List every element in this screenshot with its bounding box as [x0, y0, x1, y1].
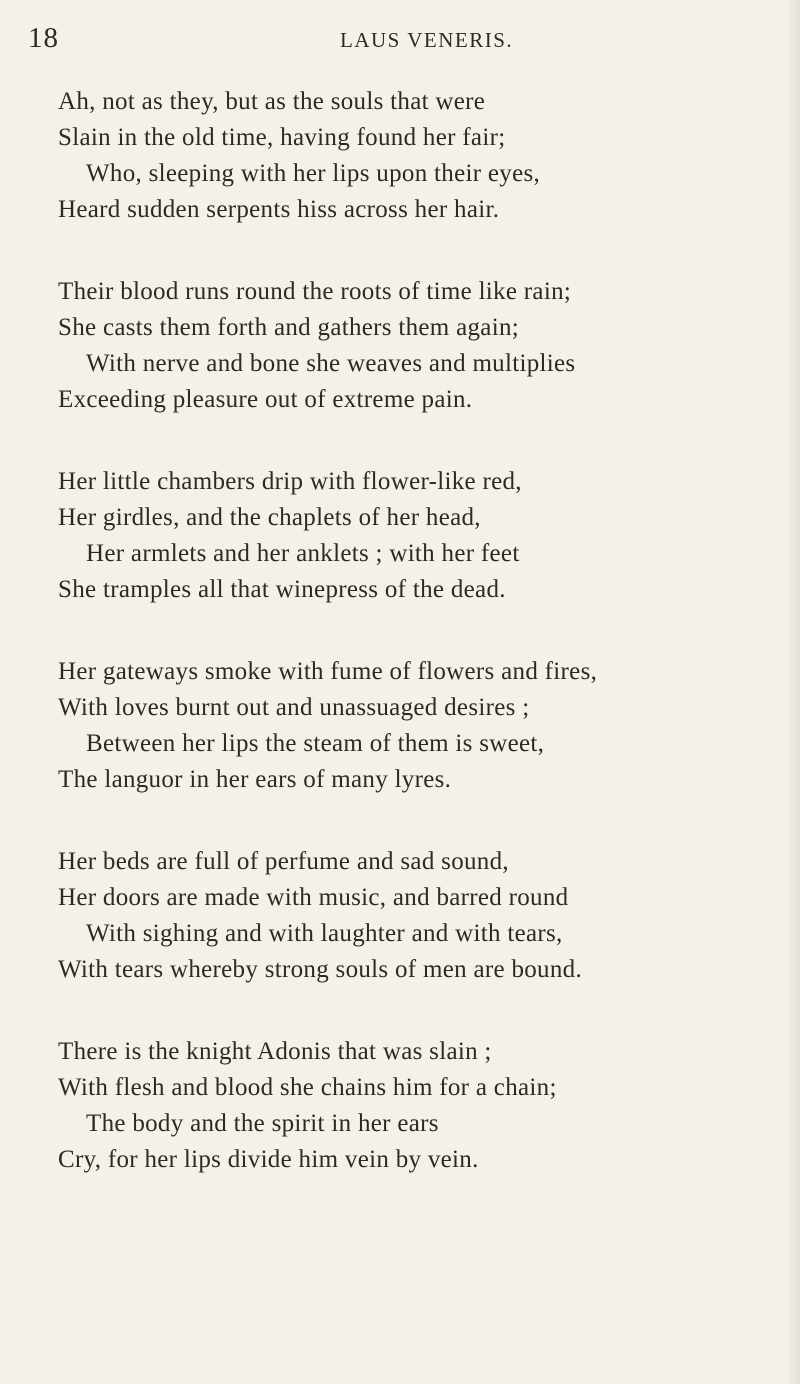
poem-line: Her armlets and her anklets ; with her feet [86, 540, 520, 567]
poem-line: Heard sudden serpents hiss across her hair. [58, 196, 500, 223]
poem-line: Who, sleeping with her lips upon their eyes, [86, 160, 541, 187]
poem-line: With nerve and bone she weaves and multiplies [86, 350, 576, 377]
page-edge [790, 0, 800, 1384]
poem-line: Cry, for her lips divide him vein by vein. [58, 1146, 479, 1173]
poem-line: Between her lips the steam of them is sweet, [86, 730, 545, 757]
poem-line: The languor in her ears of many lyres. [58, 766, 452, 793]
stanza [58, 844, 788, 988]
poem-body [58, 84, 788, 1224]
stanza [58, 464, 788, 608]
poem-line: With flesh and blood she chains him for a chain; [58, 1074, 557, 1101]
poem-line: With loves burnt out and unassuaged desires ; [58, 694, 530, 721]
poem-line: Their blood runs round the roots of time like rain; [58, 278, 572, 305]
poem-line: The body and the spirit in her ears [86, 1110, 439, 1137]
running-head: LAUS VENERIS. [340, 28, 514, 52]
stanza [58, 84, 788, 228]
poem-line: Ah, not as they, but as the souls that were [58, 88, 486, 115]
page-number: 18 [28, 22, 59, 54]
poem-line: Her beds are full of perfume and sad sound, [58, 848, 509, 875]
stanza [58, 1034, 788, 1178]
poem-line: Her girdles, and the chaplets of her head, [58, 504, 481, 531]
poem-line: Her doors are made with music, and barred round [58, 884, 569, 911]
poem-line: Exceeding pleasure out of extreme pain. [58, 386, 473, 413]
poem-line: Slain in the old time, having found her fair; [58, 124, 506, 151]
poem-line: With tears whereby strong souls of men are bound. [58, 956, 582, 983]
poem-line: Her gateways smoke with fume of flowers and fires, [58, 658, 598, 685]
stanza [58, 654, 788, 798]
stanza [58, 274, 788, 418]
poem-line: She tramples all that winepress of the dead. [58, 576, 506, 603]
poem-line: There is the knight Adonis that was slain ; [58, 1038, 492, 1065]
poem-line: Her little chambers drip with flower-like red, [58, 468, 522, 495]
poem-line: With sighing and with laughter and with tears, [86, 920, 563, 947]
poem-line: She casts them forth and gathers them again; [58, 314, 519, 341]
